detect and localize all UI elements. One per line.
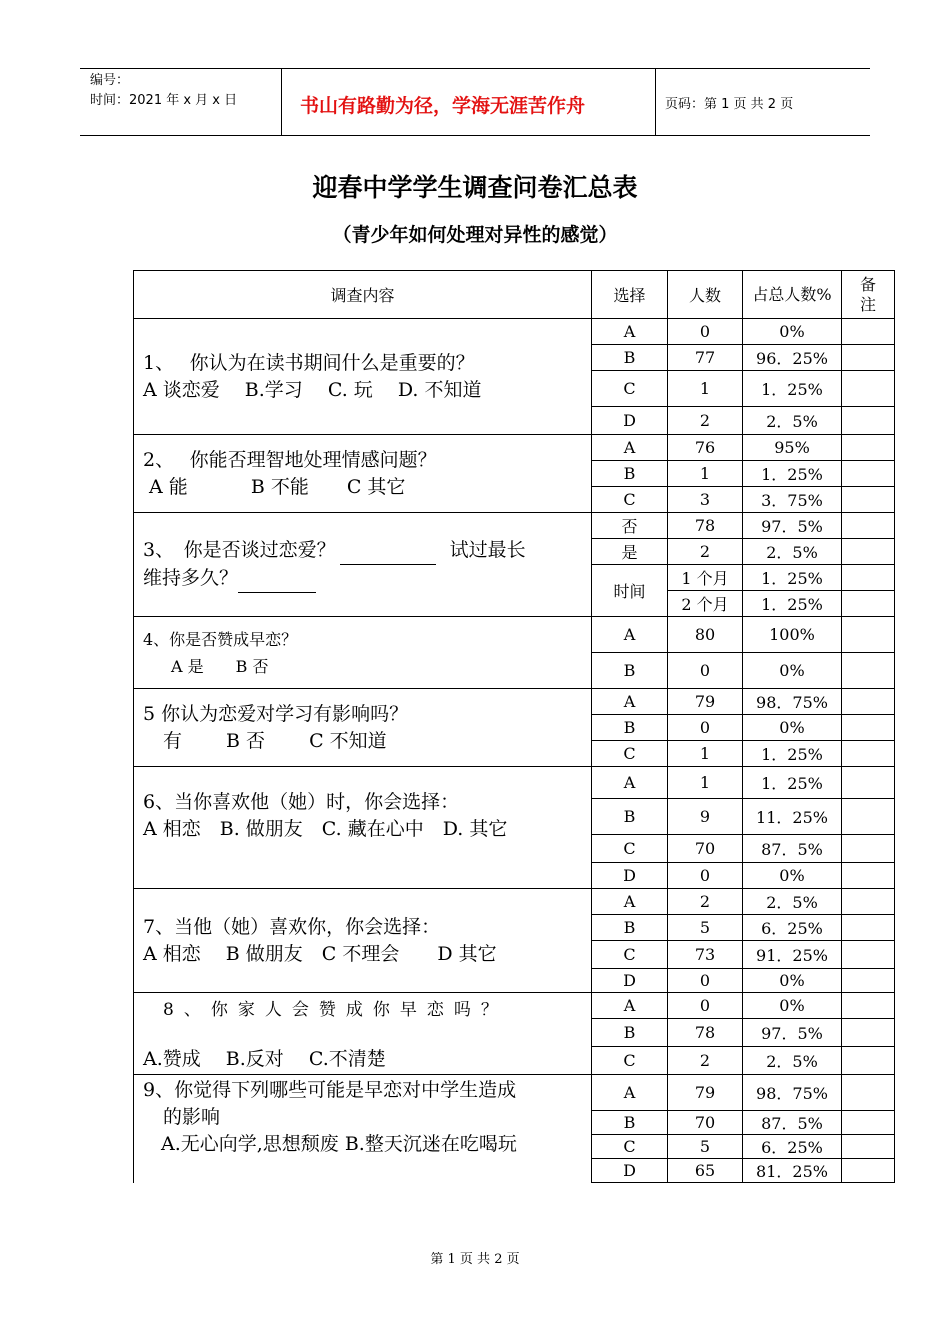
percent-cell: 97．5% bbox=[743, 513, 842, 539]
percent-cell: 2．5% bbox=[743, 539, 842, 565]
question-6 bbox=[134, 767, 592, 889]
count-cell: 2 bbox=[668, 539, 743, 565]
remark-cell bbox=[842, 969, 895, 993]
question-options: A 是 B 否 bbox=[171, 656, 269, 676]
question-options: A 相恋 B 做朋友 C 不理会 D 其它 bbox=[143, 942, 497, 965]
remark-cell bbox=[842, 617, 895, 653]
percent-cell: 3．75% bbox=[743, 487, 842, 513]
percent-cell: 98．75% bbox=[743, 689, 842, 715]
header-remark: 备注 bbox=[842, 271, 895, 319]
remark-cell bbox=[842, 1019, 895, 1047]
remark-cell bbox=[842, 565, 895, 591]
question-options: A 谈恋爱 B.学习 C. 玩 D. 不知道 bbox=[143, 378, 482, 401]
percent-cell: 6．25% bbox=[743, 915, 842, 941]
header-bottom-rule bbox=[80, 135, 870, 136]
choice-cell: A bbox=[592, 435, 668, 461]
percent-cell: 1．25% bbox=[743, 565, 842, 591]
percent-cell: 0% bbox=[743, 993, 842, 1019]
count-cell: 79 bbox=[668, 689, 743, 715]
percent-cell: 0% bbox=[743, 653, 842, 689]
header-page-label: 页码：第 1 页 共 2 页 bbox=[665, 97, 794, 112]
percent-cell: 1．25% bbox=[743, 461, 842, 487]
remark-cell bbox=[842, 715, 895, 741]
choice-cell: B bbox=[592, 1111, 668, 1135]
count-cell: 2 bbox=[668, 407, 743, 435]
choice-cell: A bbox=[592, 889, 668, 915]
percent-cell: 1．25% bbox=[743, 591, 842, 617]
question-text: 4、你是否赞成早恋？ bbox=[143, 629, 298, 649]
question-3 bbox=[134, 513, 592, 617]
answer-blank bbox=[340, 537, 436, 565]
header-divider-right bbox=[655, 68, 656, 136]
question-text: 5 你认为恋爱对学习有影响吗？ bbox=[143, 702, 409, 725]
question-text bbox=[143, 537, 591, 565]
choice-cell: D bbox=[592, 1159, 668, 1183]
count-cell: 9 bbox=[668, 799, 743, 835]
remark-cell bbox=[842, 461, 895, 487]
count-cell: 1 bbox=[668, 461, 743, 487]
choice-cell: A bbox=[592, 1075, 668, 1111]
survey-table bbox=[133, 270, 895, 1183]
remark-cell bbox=[842, 915, 895, 941]
count-cell: 1 个月 bbox=[668, 565, 743, 591]
question-7 bbox=[134, 889, 592, 993]
question-4 bbox=[134, 617, 592, 689]
count-cell: 3 bbox=[668, 487, 743, 513]
count-cell: 2 bbox=[668, 889, 743, 915]
header-percent: 占总人数% bbox=[743, 271, 842, 319]
percent-cell: 81．25% bbox=[743, 1159, 842, 1183]
question-options: A.赞成 B.反对 C.不清楚 bbox=[143, 1047, 386, 1070]
table-row bbox=[134, 617, 895, 653]
count-cell: 78 bbox=[668, 513, 743, 539]
table-row bbox=[134, 993, 895, 1019]
choice-cell: D bbox=[592, 969, 668, 993]
choice-cell: C bbox=[592, 371, 668, 407]
count-cell: 65 bbox=[668, 1159, 743, 1183]
question-5 bbox=[134, 689, 592, 767]
choice-cell: B bbox=[592, 345, 668, 371]
percent-cell: 97．5% bbox=[743, 1019, 842, 1047]
choice-cell: C bbox=[592, 941, 668, 969]
choice-cell: A bbox=[592, 767, 668, 799]
question-text: 2、 你能否理智地处理情感问题？ bbox=[143, 448, 437, 471]
count-cell: 2 个月 bbox=[668, 591, 743, 617]
header-top-rule bbox=[80, 68, 870, 69]
percent-cell: 0% bbox=[743, 715, 842, 741]
choice-cell: B bbox=[592, 715, 668, 741]
header-choice: 选择 bbox=[592, 271, 668, 319]
count-cell: 5 bbox=[668, 915, 743, 941]
document-number-label: 编号： bbox=[90, 73, 130, 88]
page-subtitle: （青少年如何处理对异性的感觉） bbox=[332, 224, 618, 246]
question-text-line2: 维持多久？ bbox=[143, 565, 591, 593]
choice-cell: A bbox=[592, 319, 668, 345]
choice-cell: A bbox=[592, 689, 668, 715]
remark-cell bbox=[842, 863, 895, 889]
question-2 bbox=[134, 435, 592, 513]
count-cell: 0 bbox=[668, 969, 743, 993]
count-cell: 0 bbox=[668, 863, 743, 889]
remark-cell bbox=[842, 767, 895, 799]
count-cell: 1 bbox=[668, 741, 743, 767]
header-content: 调查内容 bbox=[134, 271, 592, 319]
count-cell: 1 bbox=[668, 767, 743, 799]
remark-cell bbox=[842, 653, 895, 689]
remark-cell bbox=[842, 1159, 895, 1183]
choice-cell: B bbox=[592, 799, 668, 835]
question-text: 9、你觉得下列哪些可能是早恋对中学生造成 bbox=[143, 1079, 517, 1101]
choice-cell: A bbox=[592, 617, 668, 653]
percent-cell: 98．75% bbox=[743, 1075, 842, 1111]
count-cell: 70 bbox=[668, 1111, 743, 1135]
remark-cell bbox=[842, 741, 895, 767]
percent-cell: 6．25% bbox=[743, 1135, 842, 1159]
choice-cell: C bbox=[592, 1135, 668, 1159]
table-row bbox=[134, 1075, 895, 1111]
question-text: 6、当你喜欢他（她）时，你会选择： bbox=[143, 791, 460, 813]
remark-cell bbox=[842, 689, 895, 715]
choice-cell: B bbox=[592, 1019, 668, 1047]
document-time-label: 时间：2021 年 x 月 x 日 bbox=[90, 93, 238, 108]
percent-cell: 96．25% bbox=[743, 345, 842, 371]
choice-cell: C bbox=[592, 835, 668, 863]
header-count: 人数 bbox=[668, 271, 743, 319]
percent-cell: 11．25% bbox=[743, 799, 842, 835]
question-options: 有 B 否 C 不知道 bbox=[163, 729, 387, 752]
table-row bbox=[134, 319, 895, 345]
table-row bbox=[134, 435, 895, 461]
count-cell: 80 bbox=[668, 617, 743, 653]
choice-cell: C bbox=[592, 741, 668, 767]
header-motto: 书山有路勤为径，学海无涯苦作舟 bbox=[300, 95, 586, 117]
count-cell: 70 bbox=[668, 835, 743, 863]
question-text: 7、当他（她）喜欢你，你会选择： bbox=[143, 915, 441, 938]
count-cell: 5 bbox=[668, 1135, 743, 1159]
choice-cell: D bbox=[592, 407, 668, 435]
remark-cell bbox=[842, 487, 895, 513]
count-cell: 78 bbox=[668, 1019, 743, 1047]
remark-cell bbox=[842, 1047, 895, 1075]
remark-cell bbox=[842, 319, 895, 345]
count-cell: 0 bbox=[668, 653, 743, 689]
remark-cell bbox=[842, 1111, 895, 1135]
remark-cell bbox=[842, 591, 895, 617]
count-cell: 76 bbox=[668, 435, 743, 461]
percent-cell: 0% bbox=[743, 863, 842, 889]
choice-cell: C bbox=[592, 1047, 668, 1075]
count-cell: 2 bbox=[668, 1047, 743, 1075]
count-cell: 73 bbox=[668, 941, 743, 969]
header-divider-left bbox=[281, 68, 282, 136]
question-options: A 能 B 不能 C 其它 bbox=[143, 475, 406, 498]
remark-cell bbox=[842, 1135, 895, 1159]
question-1 bbox=[134, 319, 592, 435]
count-cell: 77 bbox=[668, 345, 743, 371]
question-9 bbox=[134, 1075, 592, 1183]
question-text-cont: 的影响 bbox=[163, 1106, 221, 1128]
remark-cell bbox=[842, 889, 895, 915]
choice-cell: D bbox=[592, 863, 668, 889]
remark-cell bbox=[842, 513, 895, 539]
page-title: 迎春中学学生调查问卷汇总表 bbox=[312, 173, 638, 202]
choice-cell: 时间 bbox=[592, 565, 668, 617]
question-text-end: 试过最长 bbox=[449, 538, 526, 561]
remark-cell bbox=[842, 941, 895, 969]
question-options: A.无心向学,思想颓废 B.整天沉迷在吃喝玩 bbox=[161, 1133, 517, 1155]
question-text-start: 3、 你是否谈过恋爱？ bbox=[143, 538, 336, 561]
choice-cell: C bbox=[592, 487, 668, 513]
remark-cell bbox=[842, 435, 895, 461]
remark-cell bbox=[842, 835, 895, 863]
choice-cell: 否 bbox=[592, 513, 668, 539]
table-row bbox=[134, 889, 895, 915]
percent-cell: 100% bbox=[743, 617, 842, 653]
choice-cell: 是 bbox=[592, 539, 668, 565]
percent-cell: 0% bbox=[743, 969, 842, 993]
remark-cell bbox=[842, 371, 895, 407]
page-footer: 第 1 页 共 2 页 bbox=[430, 1252, 520, 1267]
count-cell: 0 bbox=[668, 993, 743, 1019]
percent-cell: 2．5% bbox=[743, 407, 842, 435]
percent-cell: 87．5% bbox=[743, 1111, 842, 1135]
choice-cell: B bbox=[592, 653, 668, 689]
table-row bbox=[134, 689, 895, 715]
count-cell: 0 bbox=[668, 319, 743, 345]
remark-cell bbox=[842, 539, 895, 565]
answer-blank bbox=[238, 565, 316, 593]
percent-cell: 95% bbox=[743, 435, 842, 461]
percent-cell: 2．5% bbox=[743, 889, 842, 915]
percent-cell: 91．25% bbox=[743, 941, 842, 969]
remark-cell bbox=[842, 993, 895, 1019]
remark-cell bbox=[842, 799, 895, 835]
question-options: A 相恋 B. 做朋友 C. 藏在心中 D. 其它 bbox=[143, 818, 508, 840]
percent-cell: 87．5% bbox=[743, 835, 842, 863]
choice-cell: A bbox=[592, 993, 668, 1019]
percent-cell: 2．5% bbox=[743, 1047, 842, 1075]
remark-cell bbox=[842, 1075, 895, 1111]
count-cell: 1 bbox=[668, 371, 743, 407]
percent-cell: 1．25% bbox=[743, 767, 842, 799]
question-text: 8、你家人会赞成你早恋吗？ bbox=[163, 999, 508, 1020]
percent-cell: 1．25% bbox=[743, 371, 842, 407]
table-row bbox=[134, 767, 895, 799]
question-8 bbox=[134, 993, 592, 1075]
count-cell: 79 bbox=[668, 1075, 743, 1111]
percent-cell: 0% bbox=[743, 319, 842, 345]
choice-cell: B bbox=[592, 915, 668, 941]
question-text: 1、 你认为在读书期间什么是重要的？ bbox=[143, 351, 475, 374]
remark-cell bbox=[842, 345, 895, 371]
count-cell: 0 bbox=[668, 715, 743, 741]
remark-cell bbox=[842, 407, 895, 435]
percent-cell: 1．25% bbox=[743, 741, 842, 767]
choice-cell: B bbox=[592, 461, 668, 487]
table-row bbox=[134, 513, 895, 539]
table-header-row bbox=[134, 271, 895, 319]
